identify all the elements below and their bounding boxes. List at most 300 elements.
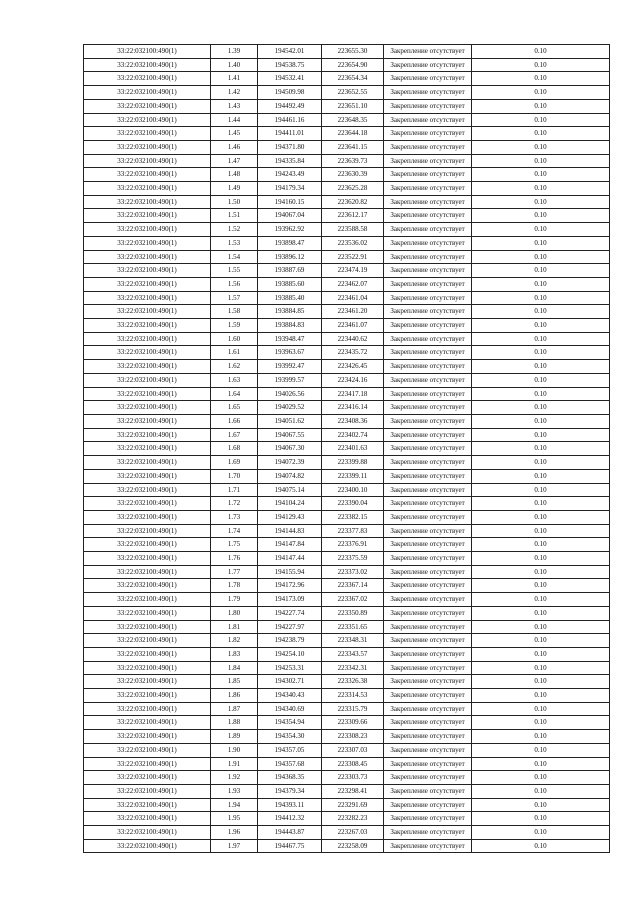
point-number-cell: 1.55 bbox=[211, 264, 258, 278]
cadastral-number-cell: 33:22:032100:490(1) bbox=[84, 593, 211, 607]
accuracy-cell: 0.10 bbox=[472, 346, 610, 360]
cadastral-number-cell: 33:22:032100:490(1) bbox=[84, 798, 211, 812]
fixation-method-cell: Закрепление отсутствует bbox=[384, 86, 472, 100]
x-coordinate-cell: 194129.43 bbox=[258, 510, 322, 524]
table-row bbox=[84, 332, 610, 346]
x-coordinate-cell: 194340.69 bbox=[258, 702, 322, 716]
y-coordinate-cell: 223462.07 bbox=[322, 277, 384, 291]
y-coordinate-cell: 223343.57 bbox=[322, 647, 384, 661]
point-number-cell: 1.72 bbox=[211, 497, 258, 511]
accuracy-cell: 0.10 bbox=[472, 86, 610, 100]
cadastral-number-cell: 33:22:032100:490(1) bbox=[84, 305, 211, 319]
y-coordinate-cell: 223612.17 bbox=[322, 209, 384, 223]
fixation-method-cell: Закрепление отсутствует bbox=[384, 305, 472, 319]
table-row bbox=[84, 812, 610, 826]
fixation-method-cell: Закрепление отсутствует bbox=[384, 58, 472, 72]
x-coordinate-cell: 193948.47 bbox=[258, 332, 322, 346]
table-row bbox=[84, 565, 610, 579]
point-number-cell: 1.56 bbox=[211, 277, 258, 291]
x-coordinate-cell: 194179.34 bbox=[258, 182, 322, 196]
y-coordinate-cell: 223588.58 bbox=[322, 223, 384, 237]
accuracy-cell: 0.10 bbox=[472, 373, 610, 387]
fixation-method-cell: Закрепление отсутствует bbox=[384, 360, 472, 374]
table-row bbox=[84, 524, 610, 538]
table-row bbox=[84, 45, 610, 59]
accuracy-cell: 0.10 bbox=[472, 277, 610, 291]
x-coordinate-cell: 194532.41 bbox=[258, 72, 322, 86]
y-coordinate-cell: 223399.88 bbox=[322, 456, 384, 470]
fixation-method-cell: Закрепление отсутствует bbox=[384, 72, 472, 86]
y-coordinate-cell: 223655.30 bbox=[322, 45, 384, 59]
fixation-method-cell: Закрепление отсутствует bbox=[384, 319, 472, 333]
accuracy-cell: 0.10 bbox=[472, 524, 610, 538]
x-coordinate-cell: 193999.57 bbox=[258, 373, 322, 387]
y-coordinate-cell: 223375.59 bbox=[322, 552, 384, 566]
table-body bbox=[84, 45, 610, 853]
cadastral-number-cell: 33:22:032100:490(1) bbox=[84, 223, 211, 237]
x-coordinate-cell: 194302.71 bbox=[258, 675, 322, 689]
fixation-method-cell: Закрепление отсутствует bbox=[384, 675, 472, 689]
accuracy-cell: 0.10 bbox=[472, 757, 610, 771]
x-coordinate-cell: 194074.82 bbox=[258, 469, 322, 483]
table-row bbox=[84, 716, 610, 730]
y-coordinate-cell: 223641.15 bbox=[322, 140, 384, 154]
y-coordinate-cell: 223630.39 bbox=[322, 168, 384, 182]
x-coordinate-cell: 194051.62 bbox=[258, 414, 322, 428]
x-coordinate-cell: 193963.67 bbox=[258, 346, 322, 360]
accuracy-cell: 0.10 bbox=[472, 497, 610, 511]
cadastral-number-cell: 33:22:032100:490(1) bbox=[84, 209, 211, 223]
x-coordinate-cell: 194467.75 bbox=[258, 839, 322, 853]
point-number-cell: 1.47 bbox=[211, 154, 258, 168]
accuracy-cell: 0.10 bbox=[472, 716, 610, 730]
point-number-cell: 1.91 bbox=[211, 757, 258, 771]
y-coordinate-cell: 223461.07 bbox=[322, 319, 384, 333]
fixation-method-cell: Закрепление отсутствует bbox=[384, 373, 472, 387]
accuracy-cell: 0.10 bbox=[472, 798, 610, 812]
fixation-method-cell: Закрепление отсутствует bbox=[384, 182, 472, 196]
cadastral-number-cell: 33:22:032100:490(1) bbox=[84, 45, 211, 59]
y-coordinate-cell: 223435.72 bbox=[322, 346, 384, 360]
y-coordinate-cell: 223351.65 bbox=[322, 620, 384, 634]
x-coordinate-cell: 194357.05 bbox=[258, 743, 322, 757]
fixation-method-cell: Закрепление отсутствует bbox=[384, 469, 472, 483]
y-coordinate-cell: 223267.03 bbox=[322, 826, 384, 840]
fixation-method-cell: Закрепление отсутствует bbox=[384, 195, 472, 209]
accuracy-cell: 0.10 bbox=[472, 72, 610, 86]
point-number-cell: 1.90 bbox=[211, 743, 258, 757]
accuracy-cell: 0.10 bbox=[472, 45, 610, 59]
accuracy-cell: 0.10 bbox=[472, 593, 610, 607]
fixation-method-cell: Закрепление отсутствует bbox=[384, 634, 472, 648]
point-number-cell: 1.95 bbox=[211, 812, 258, 826]
y-coordinate-cell: 223326.38 bbox=[322, 675, 384, 689]
y-coordinate-cell: 223461.04 bbox=[322, 291, 384, 305]
accuracy-cell: 0.10 bbox=[472, 99, 610, 113]
point-number-cell: 1.77 bbox=[211, 565, 258, 579]
cadastral-number-cell: 33:22:032100:490(1) bbox=[84, 113, 211, 127]
x-coordinate-cell: 193896.12 bbox=[258, 250, 322, 264]
accuracy-cell: 0.10 bbox=[472, 812, 610, 826]
point-number-cell: 1.61 bbox=[211, 346, 258, 360]
point-number-cell: 1.97 bbox=[211, 839, 258, 853]
fixation-method-cell: Закрепление отсутствует bbox=[384, 236, 472, 250]
y-coordinate-cell: 223402.74 bbox=[322, 428, 384, 442]
fixation-method-cell: Закрепление отсутствует bbox=[384, 510, 472, 524]
x-coordinate-cell: 194067.30 bbox=[258, 442, 322, 456]
fixation-method-cell: Закрепление отсутствует bbox=[384, 743, 472, 757]
y-coordinate-cell: 223373.02 bbox=[322, 565, 384, 579]
fixation-method-cell: Закрепление отсутствует bbox=[384, 127, 472, 141]
accuracy-cell: 0.10 bbox=[472, 209, 610, 223]
fixation-method-cell: Закрепление отсутствует bbox=[384, 45, 472, 59]
y-coordinate-cell: 223654.90 bbox=[322, 58, 384, 72]
cadastral-number-cell: 33:22:032100:490(1) bbox=[84, 579, 211, 593]
accuracy-cell: 0.10 bbox=[472, 661, 610, 675]
x-coordinate-cell: 194411.01 bbox=[258, 127, 322, 141]
table-row bbox=[84, 826, 610, 840]
cadastral-number-cell: 33:22:032100:490(1) bbox=[84, 634, 211, 648]
point-number-cell: 1.45 bbox=[211, 127, 258, 141]
cadastral-number-cell: 33:22:032100:490(1) bbox=[84, 154, 211, 168]
x-coordinate-cell: 194227.97 bbox=[258, 620, 322, 634]
accuracy-cell: 0.10 bbox=[472, 702, 610, 716]
y-coordinate-cell: 223367.02 bbox=[322, 593, 384, 607]
x-coordinate-cell: 193992.47 bbox=[258, 360, 322, 374]
y-coordinate-cell: 223367.14 bbox=[322, 579, 384, 593]
y-coordinate-cell: 223651.10 bbox=[322, 99, 384, 113]
cadastral-number-cell: 33:22:032100:490(1) bbox=[84, 168, 211, 182]
table-row bbox=[84, 72, 610, 86]
y-coordinate-cell: 223377.83 bbox=[322, 524, 384, 538]
fixation-method-cell: Закрепление отсутствует bbox=[384, 291, 472, 305]
table-row bbox=[84, 168, 610, 182]
table-row bbox=[84, 319, 610, 333]
cadastral-number-cell: 33:22:032100:490(1) bbox=[84, 675, 211, 689]
x-coordinate-cell: 194254.10 bbox=[258, 647, 322, 661]
fixation-method-cell: Закрепление отсутствует bbox=[384, 524, 472, 538]
cadastral-number-cell: 33:22:032100:490(1) bbox=[84, 414, 211, 428]
fixation-method-cell: Закрепление отсутствует bbox=[384, 579, 472, 593]
point-number-cell: 1.87 bbox=[211, 702, 258, 716]
x-coordinate-cell: 194371.80 bbox=[258, 140, 322, 154]
cadastral-number-cell: 33:22:032100:490(1) bbox=[84, 524, 211, 538]
accuracy-cell: 0.10 bbox=[472, 168, 610, 182]
table-row bbox=[84, 291, 610, 305]
y-coordinate-cell: 223625.28 bbox=[322, 182, 384, 196]
table-row bbox=[84, 743, 610, 757]
boundary-points-table bbox=[83, 44, 610, 853]
point-number-cell: 1.53 bbox=[211, 236, 258, 250]
y-coordinate-cell: 223307.03 bbox=[322, 743, 384, 757]
accuracy-cell: 0.10 bbox=[472, 469, 610, 483]
table-row bbox=[84, 209, 610, 223]
cadastral-number-cell: 33:22:032100:490(1) bbox=[84, 647, 211, 661]
y-coordinate-cell: 223303.73 bbox=[322, 771, 384, 785]
table-row bbox=[84, 593, 610, 607]
point-number-cell: 1.82 bbox=[211, 634, 258, 648]
x-coordinate-cell: 193887.69 bbox=[258, 264, 322, 278]
table-row bbox=[84, 538, 610, 552]
table-row bbox=[84, 360, 610, 374]
y-coordinate-cell: 223348.31 bbox=[322, 634, 384, 648]
point-number-cell: 1.59 bbox=[211, 319, 258, 333]
x-coordinate-cell: 194412.32 bbox=[258, 812, 322, 826]
y-coordinate-cell: 223376.91 bbox=[322, 538, 384, 552]
table-row bbox=[84, 113, 610, 127]
cadastral-number-cell: 33:22:032100:490(1) bbox=[84, 127, 211, 141]
table-row bbox=[84, 442, 610, 456]
accuracy-cell: 0.10 bbox=[472, 483, 610, 497]
accuracy-cell: 0.10 bbox=[472, 387, 610, 401]
table-row bbox=[84, 277, 610, 291]
x-coordinate-cell: 194026.56 bbox=[258, 387, 322, 401]
accuracy-cell: 0.10 bbox=[472, 401, 610, 415]
x-coordinate-cell: 194238.79 bbox=[258, 634, 322, 648]
point-number-cell: 1.78 bbox=[211, 579, 258, 593]
point-number-cell: 1.46 bbox=[211, 140, 258, 154]
y-coordinate-cell: 223654.34 bbox=[322, 72, 384, 86]
accuracy-cell: 0.10 bbox=[472, 127, 610, 141]
table-row bbox=[84, 428, 610, 442]
fixation-method-cell: Закрепление отсутствует bbox=[384, 154, 472, 168]
table-row bbox=[84, 182, 610, 196]
x-coordinate-cell: 194335.84 bbox=[258, 154, 322, 168]
cadastral-number-cell: 33:22:032100:490(1) bbox=[84, 72, 211, 86]
x-coordinate-cell: 194509.98 bbox=[258, 86, 322, 100]
accuracy-cell: 0.10 bbox=[472, 456, 610, 470]
fixation-method-cell: Закрепление отсутствует bbox=[384, 99, 472, 113]
y-coordinate-cell: 223291.69 bbox=[322, 798, 384, 812]
fixation-method-cell: Закрепление отсутствует bbox=[384, 414, 472, 428]
cadastral-number-cell: 33:22:032100:490(1) bbox=[84, 291, 211, 305]
x-coordinate-cell: 194075.14 bbox=[258, 483, 322, 497]
x-coordinate-cell: 194243.49 bbox=[258, 168, 322, 182]
table-row bbox=[84, 223, 610, 237]
x-coordinate-cell: 194393.11 bbox=[258, 798, 322, 812]
x-coordinate-cell: 193962.92 bbox=[258, 223, 322, 237]
point-number-cell: 1.88 bbox=[211, 716, 258, 730]
y-coordinate-cell: 223474.19 bbox=[322, 264, 384, 278]
cadastral-number-cell: 33:22:032100:490(1) bbox=[84, 469, 211, 483]
cadastral-number-cell: 33:22:032100:490(1) bbox=[84, 264, 211, 278]
point-number-cell: 1.85 bbox=[211, 675, 258, 689]
y-coordinate-cell: 223416.14 bbox=[322, 401, 384, 415]
point-number-cell: 1.76 bbox=[211, 552, 258, 566]
accuracy-cell: 0.10 bbox=[472, 784, 610, 798]
table-row bbox=[84, 387, 610, 401]
accuracy-cell: 0.10 bbox=[472, 647, 610, 661]
x-coordinate-cell: 194492.49 bbox=[258, 99, 322, 113]
cadastral-number-cell: 33:22:032100:490(1) bbox=[84, 99, 211, 113]
y-coordinate-cell: 223644.18 bbox=[322, 127, 384, 141]
point-number-cell: 1.94 bbox=[211, 798, 258, 812]
accuracy-cell: 0.10 bbox=[472, 154, 610, 168]
point-number-cell: 1.43 bbox=[211, 99, 258, 113]
point-number-cell: 1.73 bbox=[211, 510, 258, 524]
fixation-method-cell: Закрепление отсутствует bbox=[384, 716, 472, 730]
fixation-method-cell: Закрепление отсутствует bbox=[384, 250, 472, 264]
point-number-cell: 1.83 bbox=[211, 647, 258, 661]
accuracy-cell: 0.10 bbox=[472, 236, 610, 250]
x-coordinate-cell: 194443.87 bbox=[258, 826, 322, 840]
x-coordinate-cell: 194160.15 bbox=[258, 195, 322, 209]
accuracy-cell: 0.10 bbox=[472, 58, 610, 72]
fixation-method-cell: Закрепление отсутствует bbox=[384, 209, 472, 223]
cadastral-number-cell: 33:22:032100:490(1) bbox=[84, 360, 211, 374]
cadastral-number-cell: 33:22:032100:490(1) bbox=[84, 716, 211, 730]
cadastral-number-cell: 33:22:032100:490(1) bbox=[84, 620, 211, 634]
y-coordinate-cell: 223401.63 bbox=[322, 442, 384, 456]
accuracy-cell: 0.10 bbox=[472, 634, 610, 648]
accuracy-cell: 0.10 bbox=[472, 771, 610, 785]
x-coordinate-cell: 194067.04 bbox=[258, 209, 322, 223]
table-row bbox=[84, 58, 610, 72]
accuracy-cell: 0.10 bbox=[472, 579, 610, 593]
cadastral-number-cell: 33:22:032100:490(1) bbox=[84, 743, 211, 757]
fixation-method-cell: Закрепление отсутствует bbox=[384, 264, 472, 278]
point-number-cell: 1.54 bbox=[211, 250, 258, 264]
cadastral-number-cell: 33:22:032100:490(1) bbox=[84, 373, 211, 387]
point-number-cell: 1.48 bbox=[211, 168, 258, 182]
fixation-method-cell: Закрепление отсутствует bbox=[384, 826, 472, 840]
x-coordinate-cell: 194144.83 bbox=[258, 524, 322, 538]
table-row bbox=[84, 140, 610, 154]
y-coordinate-cell: 223426.45 bbox=[322, 360, 384, 374]
table-row bbox=[84, 757, 610, 771]
y-coordinate-cell: 223390.04 bbox=[322, 497, 384, 511]
accuracy-cell: 0.10 bbox=[472, 442, 610, 456]
y-coordinate-cell: 223399.11 bbox=[322, 469, 384, 483]
accuracy-cell: 0.10 bbox=[472, 538, 610, 552]
cadastral-number-cell: 33:22:032100:490(1) bbox=[84, 346, 211, 360]
y-coordinate-cell: 223408.36 bbox=[322, 414, 384, 428]
accuracy-cell: 0.10 bbox=[472, 113, 610, 127]
x-coordinate-cell: 194227.74 bbox=[258, 606, 322, 620]
y-coordinate-cell: 223424.16 bbox=[322, 373, 384, 387]
fixation-method-cell: Закрепление отсутствует bbox=[384, 483, 472, 497]
y-coordinate-cell: 223536.02 bbox=[322, 236, 384, 250]
point-number-cell: 1.86 bbox=[211, 689, 258, 703]
table-row bbox=[84, 250, 610, 264]
fixation-method-cell: Закрепление отсутствует bbox=[384, 620, 472, 634]
cadastral-number-cell: 33:22:032100:490(1) bbox=[84, 332, 211, 346]
y-coordinate-cell: 223350.89 bbox=[322, 606, 384, 620]
cadastral-number-cell: 33:22:032100:490(1) bbox=[84, 839, 211, 853]
x-coordinate-cell: 193885.40 bbox=[258, 291, 322, 305]
table-row bbox=[84, 154, 610, 168]
accuracy-cell: 0.10 bbox=[472, 689, 610, 703]
table-row bbox=[84, 620, 610, 634]
point-number-cell: 1.60 bbox=[211, 332, 258, 346]
accuracy-cell: 0.10 bbox=[472, 195, 610, 209]
point-number-cell: 1.41 bbox=[211, 72, 258, 86]
x-coordinate-cell: 193885.60 bbox=[258, 277, 322, 291]
y-coordinate-cell: 223308.45 bbox=[322, 757, 384, 771]
table-row bbox=[84, 86, 610, 100]
cadastral-number-cell: 33:22:032100:490(1) bbox=[84, 730, 211, 744]
x-coordinate-cell: 194354.94 bbox=[258, 716, 322, 730]
point-number-cell: 1.40 bbox=[211, 58, 258, 72]
y-coordinate-cell: 223440.62 bbox=[322, 332, 384, 346]
cadastral-number-cell: 33:22:032100:490(1) bbox=[84, 387, 211, 401]
table-row bbox=[84, 552, 610, 566]
accuracy-cell: 0.10 bbox=[472, 182, 610, 196]
table-row bbox=[84, 469, 610, 483]
cadastral-number-cell: 33:22:032100:490(1) bbox=[84, 510, 211, 524]
cadastral-number-cell: 33:22:032100:490(1) bbox=[84, 812, 211, 826]
x-coordinate-cell: 194461.16 bbox=[258, 113, 322, 127]
x-coordinate-cell: 194173.09 bbox=[258, 593, 322, 607]
accuracy-cell: 0.10 bbox=[472, 620, 610, 634]
table-row bbox=[84, 661, 610, 675]
accuracy-cell: 0.10 bbox=[472, 743, 610, 757]
point-number-cell: 1.96 bbox=[211, 826, 258, 840]
fixation-method-cell: Закрепление отсутствует bbox=[384, 456, 472, 470]
fixation-method-cell: Закрепление отсутствует bbox=[384, 387, 472, 401]
table-row bbox=[84, 510, 610, 524]
y-coordinate-cell: 223314.53 bbox=[322, 689, 384, 703]
table-row bbox=[84, 647, 610, 661]
fixation-method-cell: Закрепление отсутствует bbox=[384, 428, 472, 442]
table-row bbox=[84, 702, 610, 716]
x-coordinate-cell: 194104.24 bbox=[258, 497, 322, 511]
cadastral-number-cell: 33:22:032100:490(1) bbox=[84, 757, 211, 771]
fixation-method-cell: Закрепление отсутствует bbox=[384, 730, 472, 744]
fixation-method-cell: Закрепление отсутствует bbox=[384, 593, 472, 607]
table-row bbox=[84, 373, 610, 387]
accuracy-cell: 0.10 bbox=[472, 428, 610, 442]
point-number-cell: 1.92 bbox=[211, 771, 258, 785]
fixation-method-cell: Закрепление отсутствует bbox=[384, 606, 472, 620]
point-number-cell: 1.44 bbox=[211, 113, 258, 127]
table-row bbox=[84, 346, 610, 360]
cadastral-number-cell: 33:22:032100:490(1) bbox=[84, 182, 211, 196]
fixation-method-cell: Закрепление отсутствует bbox=[384, 223, 472, 237]
fixation-method-cell: Закрепление отсутствует bbox=[384, 401, 472, 415]
x-coordinate-cell: 194368.35 bbox=[258, 771, 322, 785]
y-coordinate-cell: 223342.31 bbox=[322, 661, 384, 675]
accuracy-cell: 0.10 bbox=[472, 305, 610, 319]
y-coordinate-cell: 223461.20 bbox=[322, 305, 384, 319]
cadastral-number-cell: 33:22:032100:490(1) bbox=[84, 442, 211, 456]
y-coordinate-cell: 223309.66 bbox=[322, 716, 384, 730]
table-row bbox=[84, 798, 610, 812]
table-row bbox=[84, 606, 610, 620]
cadastral-number-cell: 33:22:032100:490(1) bbox=[84, 58, 211, 72]
x-coordinate-cell: 194542.01 bbox=[258, 45, 322, 59]
cadastral-number-cell: 33:22:032100:490(1) bbox=[84, 277, 211, 291]
fixation-method-cell: Закрепление отсутствует bbox=[384, 661, 472, 675]
y-coordinate-cell: 223258.09 bbox=[322, 839, 384, 853]
table-row bbox=[84, 401, 610, 415]
point-number-cell: 1.68 bbox=[211, 442, 258, 456]
table-row bbox=[84, 305, 610, 319]
point-number-cell: 1.66 bbox=[211, 414, 258, 428]
accuracy-cell: 0.10 bbox=[472, 140, 610, 154]
point-number-cell: 1.81 bbox=[211, 620, 258, 634]
point-number-cell: 1.89 bbox=[211, 730, 258, 744]
fixation-method-cell: Закрепление отсутствует bbox=[384, 702, 472, 716]
table-row bbox=[84, 414, 610, 428]
accuracy-cell: 0.10 bbox=[472, 264, 610, 278]
cadastral-number-cell: 33:22:032100:490(1) bbox=[84, 86, 211, 100]
fixation-method-cell: Закрепление отсутствует bbox=[384, 168, 472, 182]
point-number-cell: 1.69 bbox=[211, 456, 258, 470]
point-number-cell: 1.58 bbox=[211, 305, 258, 319]
fixation-method-cell: Закрепление отсутствует bbox=[384, 757, 472, 771]
x-coordinate-cell: 194147.84 bbox=[258, 538, 322, 552]
